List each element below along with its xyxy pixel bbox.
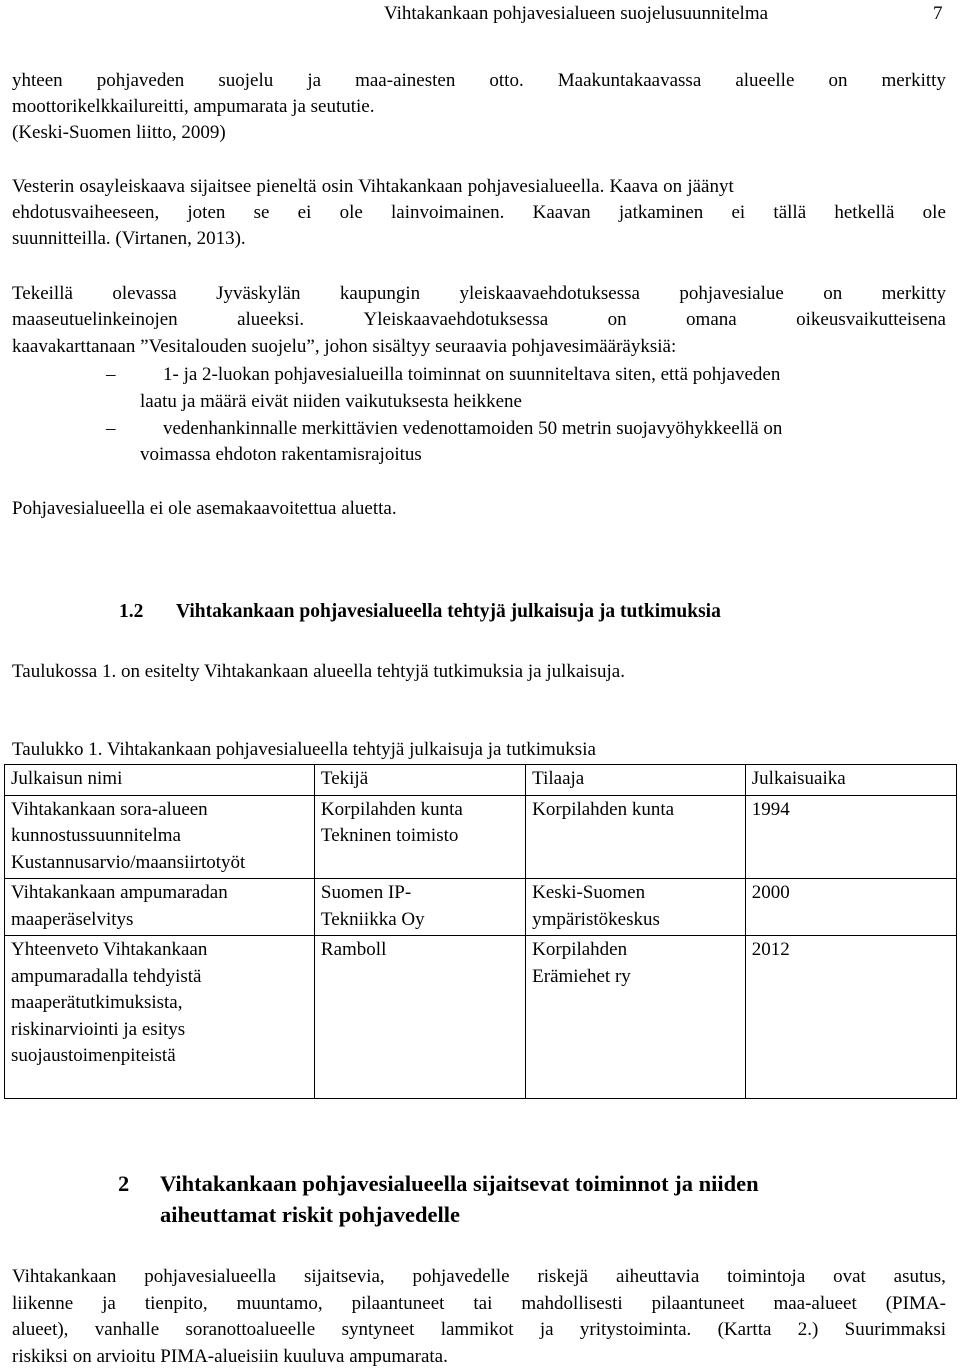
para5: Taulukossa 1. on esitelty Vihtakankaan alueella tehtyjä tutkimuksia ja julkaisuja. xyxy=(12,661,625,682)
cell-line: Vihtakankaan sora-alueen xyxy=(11,798,208,820)
section-1-2-title: Vihtakankaan pohjavesialueella tehtyjä julkaisuja ja tutkimuksia xyxy=(176,601,721,622)
word: olevassa xyxy=(112,283,177,304)
para6-line1 xyxy=(12,1264,946,1290)
cell-line: Erämiehet ry xyxy=(532,965,631,987)
word: ehdotusvaiheeseen, xyxy=(12,202,160,223)
word: vanhalle xyxy=(94,1319,160,1340)
table-row xyxy=(5,936,957,1099)
bullet2-line2: voimassa ehdoton rakentamisrajoitus xyxy=(140,444,422,465)
word: mahdollisesti xyxy=(521,1293,623,1314)
word: Maakuntakaavassa xyxy=(557,70,702,91)
para6-line4: riskiksi on arvioitu PIMA-alueisiin kuuluva ampumarata. xyxy=(12,1346,448,1367)
section-2-title-line1: Vihtakankaan pohjavesialueella sijaitsevat toiminnot ja niiden xyxy=(160,1171,759,1196)
word: Kaavan xyxy=(532,202,591,223)
word: pohjaveden xyxy=(96,70,185,91)
word: pilaantuneet xyxy=(351,1293,445,1314)
cell-line: Korpilahden xyxy=(532,939,628,960)
word: ja xyxy=(539,1319,554,1340)
word: toimintoja xyxy=(727,1266,806,1287)
para6-line3 xyxy=(12,1317,946,1343)
word: hetkellä xyxy=(834,202,895,223)
table-cell-client xyxy=(526,936,746,1099)
table-row xyxy=(5,795,957,879)
para3-line1 xyxy=(12,281,946,307)
table-cell-name xyxy=(5,936,315,1099)
cell-line: Tekninen toimisto xyxy=(320,825,459,846)
word: pohjavesialue xyxy=(679,283,784,304)
cell-line: Korpilahden kunta xyxy=(532,798,675,820)
word: yleiskaavaehdotuksessa xyxy=(459,283,640,304)
cell-line: Ramboll xyxy=(320,939,387,960)
table-cell-year: 1994 xyxy=(745,795,956,879)
table-header-row xyxy=(5,765,957,796)
table-header-cell: Tekijä xyxy=(314,765,525,796)
word: otto. xyxy=(489,70,524,91)
bullet1-line1: 1- ja 2-luokan pohjavesialueilla toiminnat on suunniteltava siten, että pohjaveden xyxy=(163,364,781,385)
word: syntyneet xyxy=(341,1319,415,1340)
bullet-dash-2: – xyxy=(106,418,116,439)
para1-line2: moottorikelkkailureitti, ampumarata ja seututie. xyxy=(12,96,375,117)
word: ole xyxy=(922,202,946,223)
para4: Pohjavesialueella ei ole asemakaavoitettua aluetta. xyxy=(12,498,397,519)
word: (Kartta xyxy=(717,1319,772,1340)
word: alueeksi. xyxy=(237,309,305,330)
word: liikenne xyxy=(12,1293,74,1314)
word: suojelu xyxy=(218,70,274,91)
word: oikeusvaikutteisena xyxy=(796,309,946,330)
table-header-cell: Julkaisun nimi xyxy=(5,765,315,796)
word: alueet), xyxy=(12,1319,69,1340)
word: ei xyxy=(297,202,312,223)
cell-line: ympäristökeskus xyxy=(532,908,660,930)
bullet-dash-1: – xyxy=(106,364,116,385)
word: ovat xyxy=(833,1266,866,1287)
table-cell-client xyxy=(526,879,746,936)
word: aiheuttavia xyxy=(615,1266,700,1287)
table-cell-author xyxy=(314,795,525,879)
word: on xyxy=(607,309,627,330)
word: ole xyxy=(339,202,363,223)
table-cell-name xyxy=(5,879,315,936)
word: omana xyxy=(686,309,737,330)
table-cell-year: 2012 xyxy=(745,936,956,1099)
word: Jyväskylän xyxy=(216,283,301,304)
word: pohjavedelle xyxy=(412,1266,510,1287)
para3-line3: kaavakarttanaan ”Vesitalouden suojelu”, johon sisältyy seuraavia pohjavesimääräyksiä: xyxy=(12,336,677,357)
table-cell-year: 2000 xyxy=(745,879,956,936)
cell-line: kunnostussuunnitelma xyxy=(11,825,181,846)
bullet2-line1: vedenhankinnalle merkittävien vedenottamoiden 50 metrin suojavyöhykkeellä on xyxy=(163,418,783,439)
table-cell-name xyxy=(5,795,315,879)
word: on xyxy=(828,70,848,91)
word: on xyxy=(823,283,843,304)
table-caption: Taulukko 1. Vihtakankaan pohjavesialueella tehtyjä julkaisuja ja tutkimuksia xyxy=(12,739,596,760)
cell-line: Kustannusarvio/maansiirtotyöt xyxy=(11,851,246,873)
word: ja xyxy=(307,70,322,91)
cell-line: ampumaradalla tehdyistä xyxy=(11,965,202,987)
cell-line: maaperäselvitys xyxy=(11,908,134,930)
bullet1-line2: laatu ja määrä eivät niiden vaikutuksesta heikkene xyxy=(140,391,522,412)
word: kaupungin xyxy=(339,283,421,304)
word: (PIMA- xyxy=(885,1293,946,1314)
word: jatkaminen xyxy=(618,202,704,223)
word: muuntamo, xyxy=(236,1293,323,1314)
cell-line: Vihtakankaan ampumaradan xyxy=(11,882,228,903)
word: pohjavesialueella xyxy=(144,1266,277,1287)
word: 2.) xyxy=(797,1319,819,1340)
table-cell-author xyxy=(314,879,525,936)
word: merkitty xyxy=(881,283,946,304)
word: tienpito, xyxy=(144,1293,208,1314)
word: tällä xyxy=(773,202,807,223)
word: Vihtakankaan xyxy=(12,1266,117,1287)
cell-line: Korpilahden kunta xyxy=(320,798,463,820)
word: Tekeillä xyxy=(12,283,73,304)
word: joten xyxy=(187,202,226,223)
word: ja xyxy=(102,1293,116,1314)
cell-line: Tekniikka Oy xyxy=(320,908,425,930)
word: lammikot xyxy=(440,1319,514,1340)
word: Suurimmaksi xyxy=(844,1319,946,1340)
word: Yleiskaavaehdotuksessa xyxy=(363,309,549,330)
word: ei xyxy=(731,202,746,223)
cell-line: suojaustoimenpiteistä xyxy=(11,1045,176,1066)
cell-line: Suomen IP- xyxy=(320,882,412,903)
word: maa-alueet xyxy=(773,1293,857,1314)
word: maaseutuelinkeinojen xyxy=(12,309,178,330)
table-header-cell: Tilaaja xyxy=(526,765,746,796)
para2-line1: Vesterin osayleiskaava sijaitsee pieneltä osin Vihtakankaan pohjavesialueella. Kaava on jäänyt xyxy=(12,176,734,197)
cell-line: Keski-Suomen xyxy=(532,882,646,903)
para3-line2 xyxy=(12,307,946,333)
word: yhteen xyxy=(12,70,63,91)
word: pilaantuneet xyxy=(651,1293,745,1314)
section-1-2-number: 1.2 xyxy=(119,601,144,622)
word: tai xyxy=(473,1293,493,1314)
cell-line: maaperätutkimuksista, xyxy=(11,992,183,1013)
word: merkitty xyxy=(881,70,946,91)
page-number: 7 xyxy=(933,3,943,24)
publications-table xyxy=(4,764,957,1099)
para1-line3: (Keski-Suomen liitto, 2009) xyxy=(12,122,226,143)
word: alueelle xyxy=(735,70,795,91)
para1-line1 xyxy=(12,68,946,94)
table-cell-author xyxy=(314,936,525,1099)
word: riskejä xyxy=(537,1266,589,1287)
section-2-title-line2: aiheuttamat riskit pohjavedelle xyxy=(160,1202,460,1227)
para6-line2 xyxy=(12,1291,946,1317)
word: se xyxy=(253,202,270,223)
para2-line2 xyxy=(12,200,946,226)
table-row xyxy=(5,879,957,936)
word: yritystoiminta. xyxy=(579,1319,692,1340)
running-header-title: Vihtakankaan pohjavesialueen suojelusuunnitelma xyxy=(384,3,769,24)
cell-line: Yhteenveto Vihtakankaan xyxy=(11,939,208,960)
word: sijaitsevia, xyxy=(303,1266,385,1287)
para2-line3: suunnitteilla. (Virtanen, 2013). xyxy=(12,228,246,249)
word: lainvoimainen. xyxy=(390,202,505,223)
table-header-cell: Julkaisuaika xyxy=(745,765,956,796)
section-2-number: 2 xyxy=(118,1171,130,1196)
word: asutus, xyxy=(893,1266,946,1287)
table-cell-client xyxy=(526,795,746,879)
word: maa-ainesten xyxy=(355,70,456,91)
cell-line: riskinarviointi ja esitys xyxy=(11,1018,186,1040)
word: soranottoalueelle xyxy=(185,1319,316,1340)
